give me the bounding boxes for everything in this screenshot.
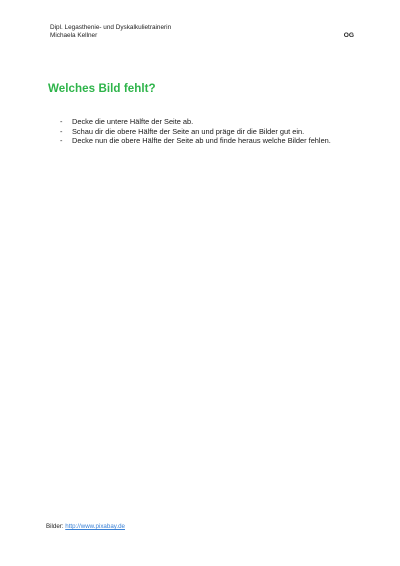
- instruction-bullet: -: [60, 126, 63, 136]
- instruction-text: Schau dir die obere Hälfte der Seite an und präge dir die Bilder gut ein.: [72, 126, 305, 136]
- instruction-text: Decke die untere Hälfte der Seite ab.: [72, 117, 194, 126]
- instruction-bullet: -: [60, 117, 63, 126]
- header-author-name: Michaela Kellner: [50, 31, 98, 39]
- image-credit: [46, 523, 125, 530]
- page-header: [50, 24, 354, 39]
- page-title: Welches Bild fehlt?: [48, 82, 156, 95]
- pixabay-link[interactable]: http://www.pixabay.de: [65, 523, 125, 530]
- instruction-item: [60, 136, 370, 146]
- instruction-item: [60, 127, 370, 137]
- instruction-list: [60, 117, 370, 146]
- header-code: OG: [343, 32, 354, 39]
- instruction-item: [60, 117, 370, 127]
- header-trainer-title: Dipl. Legasthenie- und Dyskalkulietrainerin: [50, 24, 172, 31]
- image-credit-label: Bilder:: [46, 523, 66, 530]
- instruction-text: Decke nun die obere Hälfte der Seite ab und finde heraus welche Bilder fehlen.: [72, 136, 331, 146]
- instruction-bullet: -: [60, 136, 63, 146]
